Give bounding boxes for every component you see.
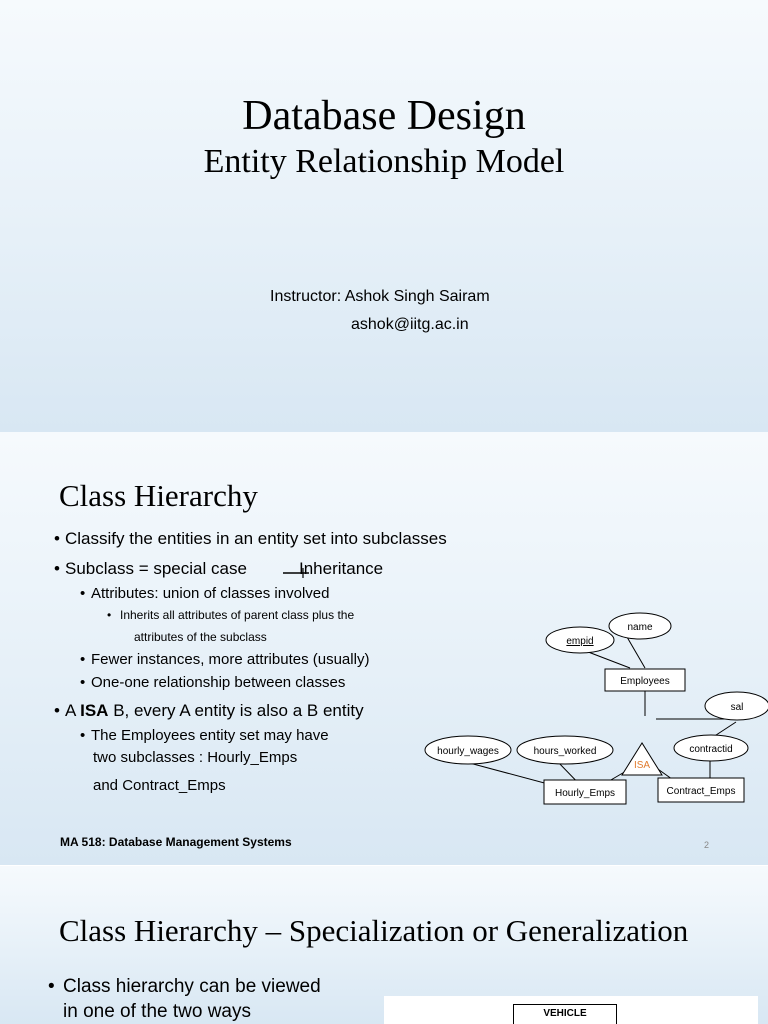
slide-subtitle: Entity Relationship Model	[203, 143, 565, 180]
slide-class-hierarchy	[0, 432, 768, 865]
bullet-item: • A ISA B, every A entity is also a B entity	[54, 701, 364, 720]
slide-heading: Class Hierarchy	[59, 478, 258, 513]
bullet-text: two subclasses : Hourly_Emps	[93, 749, 298, 766]
bullet-item: • Subclass = special case	[54, 559, 247, 578]
bullet-text: attributes of the subclass	[134, 630, 267, 644]
er-diagram	[420, 602, 768, 812]
entity-hourly-emps	[544, 780, 626, 804]
bullet-item: • Fewer instances, more attributes (usually)	[80, 651, 370, 668]
entity-vehicle: VEHICLE	[513, 1004, 617, 1024]
bullet-text: Classify the entities in an entity set into subclasses	[65, 529, 447, 548]
bullet-item: • Class hierarchy can be viewed	[48, 976, 321, 997]
bullet-text: Fewer instances, more attributes (usually)	[91, 651, 370, 668]
svg-text:ISA: ISA	[633, 760, 651, 771]
bullet-text: Attributes: union of classes involved	[91, 585, 330, 602]
bullet-item: • Inherits all attributes of parent class plus the	[107, 608, 355, 622]
slide-footer: MA 518: Database Management Systems	[60, 835, 292, 849]
svg-text:hourly_wages: hourly_wages	[437, 746, 499, 757]
page-number: 2	[704, 840, 710, 850]
bullet-text: A	[65, 701, 81, 720]
svg-text:Contract_Emps: Contract_Emps	[666, 786, 736, 797]
instructor-email[interactable]: ashok@iitg.ac.in	[351, 316, 469, 333]
bullet-text: Subclass = special case	[65, 559, 247, 578]
svg-text:Employees: Employees	[620, 676, 670, 687]
slide-title	[0, 0, 768, 432]
isa-relationship	[622, 743, 662, 775]
slide-specialization	[0, 866, 768, 1024]
bullet-item: • Classify the entities in an entity set into subclasses	[54, 529, 447, 548]
attribute-contractid	[674, 735, 748, 761]
entity-contract-emps	[658, 778, 744, 802]
bullet-text: in one of the two ways	[63, 1001, 251, 1022]
svg-text:name: name	[627, 622, 653, 633]
svg-text:Hourly_Emps: Hourly_Emps	[554, 788, 616, 799]
isa-bold: ISA	[80, 701, 109, 720]
bullet-item: • The Employees entity set may have	[80, 727, 329, 744]
slide-title-heading: Database Design	[242, 93, 526, 139]
svg-text:contractid: contractid	[689, 744, 733, 755]
attribute-name	[609, 613, 671, 639]
bullet-text: One-one relationship between classes	[91, 674, 346, 691]
bullet-text: Inheritance	[299, 559, 384, 578]
entity-employees	[605, 669, 685, 691]
bullet-item: • Attributes: union of classes involved	[80, 585, 330, 602]
svg-text:sal: sal	[730, 702, 744, 713]
bullet-item: • One-one relationship between classes	[80, 674, 346, 691]
instructor-name: Instructor: Ashok Singh Sairam	[270, 288, 490, 305]
bullet-text: and Contract_Emps	[93, 777, 226, 794]
attribute-hourly-wages	[425, 736, 511, 764]
bullet-text: B, every A entity is also a B entity	[108, 701, 364, 720]
bullet-text: Class hierarchy can be viewed	[63, 976, 321, 997]
attribute-hours-worked	[517, 736, 613, 764]
slide-heading: Class Hierarchy – Specialization or Generalization	[59, 913, 689, 948]
vehicle-diagram-panel	[384, 996, 758, 1024]
bullet-text: Inherits all attributes of parent class plus the	[120, 608, 355, 622]
bullet-text: The Employees entity set may have	[91, 727, 329, 744]
svg-text:hours_worked: hours_worked	[533, 746, 597, 757]
attribute-empid	[546, 627, 614, 653]
attribute-sal	[705, 692, 768, 720]
svg-text:empid: empid	[566, 636, 594, 647]
